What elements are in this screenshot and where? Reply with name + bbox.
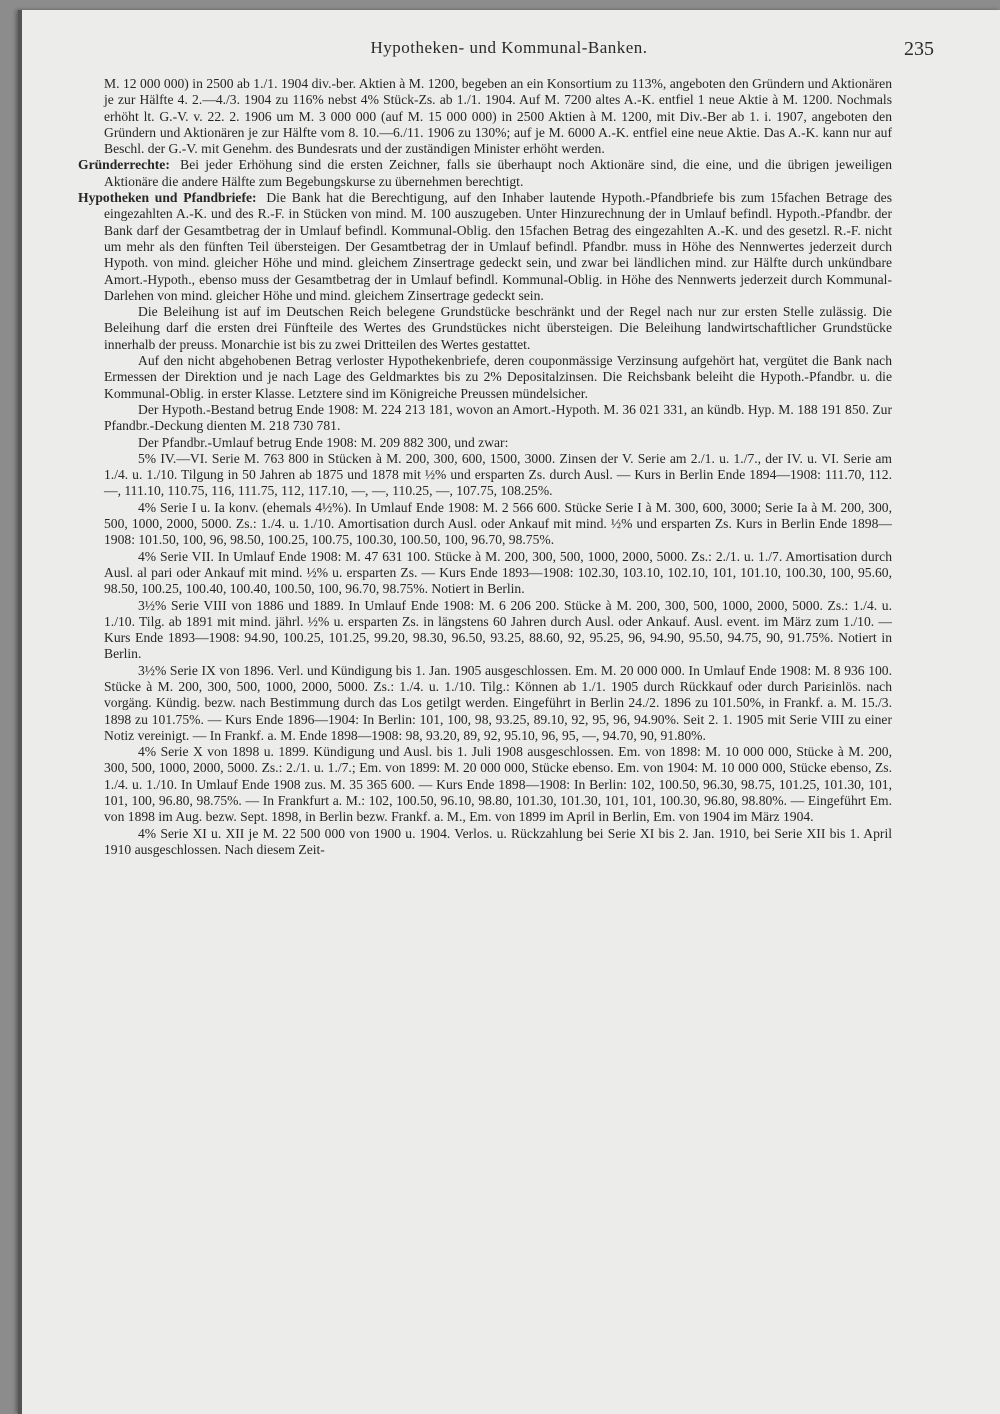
series-x: 4% Serie X von 1898 u. 1899. Kündigung und Ausl. bis 1. Juli 1908 ausgeschlossen. Em. von 1898: M. 10 000 000, Stücke à M. 200, 300, 500, 1000, 2000, 5000. Zs.: 2./1. u. 1./7.; Em. von 1899: M. 20 000 000, Stücke ebenso. Em. von 1904: M. 10 000 000, Stücke ebenso, Zs. 1./4. u. 1./10. In Umlauf Ende 1908 zus. M. 35 365 600. — Kurs Ende 1898—1908: In Berlin: 102, 100.50, 96.30, 98.75, 101.25, 101.30, 101, 101, 100, 96.80, 98.75%. — In Frankfurt a. M.: 102, 100.50, 96.10, 98.80, 101.30, 101.30, 101, 101, 100.30, 96.80, 98.80%. — Eingeführt Em. von 1898 im Aug. bezw. Sept. 1898, in Berlin bezw. Frankf. a. M., Em. von 1899 im April in Berlin, Em. von 1904 im März 1904. <box>104 744 892 825</box>
page-header <box>18 38 1000 68</box>
series-ix: 3½% Serie IX von 1896. Verl. und Kündigung bis 1. Jan. 1905 ausgeschlossen. Em. M. 20 000 000. In Umlauf Ende 1908: M. 8 936 100. Stücke à M. 200, 300, 500, 1000, 2000, 5000. Zs.: 1./4. u. 1./10. Tilg.: Können ab 1./1. 1905 durch Rückkauf oder durch Pariεinlös. nach vorgäng. Kündig. bezw. nach Bestimmung durch das Los getilgt werden. Eingeführt in Berlin 24./2. 1896 zu 101.50%, in Frankf. a. M. 15./3. 1898 zu 101.75%. — Kurs Ende 1896—1904: In Berlin: 101, 100, 98, 93.25, 89.10, 92, 95, 96, 94.90%. Seit 2. 1. 1905 mit Serie VIII zu einer Notiz vereinigt. — In Frankf. a. M. Ende 1898—1908: 98, 93.20, 89, 92, 95.10, 96, 95, —, 94.70, 90, 91.80%. <box>104 662 892 743</box>
section-heading: Hypotheken und Pfandbriefe: <box>78 190 257 206</box>
intro-paragraph: M. 12 000 000) in 2500 ab 1./1. 1904 div.-ber. Aktien à M. 1200, begeben an ein Konsortium zu 113%, angeboten den Gründern und Aktionären je zur Hälfte 4. 2.—4./3. 1904 zu 116% nebst 4% Stück-Zs. ab 1./1. 1904. Auf M. 7200 altes A.-K. entfiel 1 neue Aktie à M. 1200. Nochmals erhöht lt. G.-V. v. 22. 2. 1906 um M. 3 000 000 (auf M. 15 000 000) in 2500 Aktien à M. 1200, mit Div.-Ber ab 1. i. 1907, angeboten den Gründern und Aktionären je zur Hälfte vom 8. 10.—6./11. 1906 zu 130%; auf je M. 6000 A.-K. entfiel eine neue Aktie. Das A.-K. kann nur auf Beschl. der G.-V. mit Genehm. des Bundesrats und der zuständigen Minister erhöht werden. <box>104 76 892 157</box>
section-pfandbriefe <box>78 190 892 304</box>
book-page <box>18 10 1000 1414</box>
series-iv-vi: 5% IV.—VI. Serie M. 763 800 in Stücken à M. 200, 300, 600, 1500, 3000. Zinsen der V. Serie am 2./1. u. 1./7., der IV. u. VI. Serie am 1./4. u. 1./10. Tilgung in 50 Jahren ab 1875 und 1878 mit ½% und ersparten Zs. durch Ausl. — Kurs in Berlin Ende 1894—1908: 111.70, 112.—, 111.10, 110.75, 116, 111.75, 112, 117.10, —, —, 110.25, —, 107.75, 108.25%. <box>104 450 892 499</box>
series-viii: 3½% Serie VIII von 1886 und 1889. In Umlauf Ende 1908: M. 6 206 200. Stücke à M. 200, 300, 500, 1000, 2000, 5000. Zs.: 1./4. u. 1./10. Tilg. ab 1891 mit mind. jährl. ½% u. ersparten Zs. in längstens 60 Jahren durch Ausl. oder Ankauf. Ausl. event. im März zum 1./10. — Kurs Ende 1893—1908: 94.90, 100.25, 101.25, 99.20, 98.30, 96.50, 93.25, 88.60, 92, 95.25, 96, 94.90, 95.50, 94.75, 90, 91.75%. Notiert in Berlin. <box>104 597 892 662</box>
paragraph-beleihung: Die Beleihung ist auf im Deutschen Reich belegene Grundstücke beschränkt und der Regel nach nur zur ersten Stelle zulässig. Die Beleihung darf die ersten drei Fünfteile des Wertes des Grundstückes nicht übersteigen. Die Beleihung landwirtschaftlicher Grundstücke innerhalb der preuss. Monarchie ist bis zu zwei Dritteilen des Wertes gestattet. <box>104 304 892 352</box>
page-number: 235 <box>904 38 934 60</box>
running-head: Hypotheken- und Kommunal-Banken. <box>370 38 648 57</box>
paragraph-hypoth-bestand: Der Hypoth.-Bestand betrug Ende 1908: M. 224 213 181, wovon an Amort.-Hypoth. M. 36 021 331, an kündb. Hyp. M. 188 191 850. Zur Pfandbr.-Deckung dienten M. 218 730 781. <box>104 401 892 434</box>
series-i-ia: 4% Serie I u. Ia konv. (ehemals 4½%). In Umlauf Ende 1908: M. 2 566 600. Stücke Serie I à M. 300, 600, 3000; Serie Ia à M. 200, 300, 500, 1000, 2000, 5000. Zs.: 1./4. u. 1./10. Amortisation durch Ausl. oder Ankauf mit mind. ½% und ersparten Zs. Kurs in Berlin Ende 1898—1908: 101.50, 100, 96, 98.50, 100.25, 100.75, 100.30, 100.50, 100, 96.70, 98.75%. <box>104 499 892 548</box>
section-heading: Gründerrechte: <box>78 157 170 173</box>
paragraph-pfandbr-umlauf: Der Pfandbr.-Umlauf betrug Ende 1908: M. 209 882 300, und zwar: <box>138 434 509 450</box>
paragraph-depositalzinsen: Auf den nicht abgehobenen Betrag verloster Hypothekenbriefe, deren couponmässige Verzinsung aufgehört hat, vergütet die Bank nach Ermessen der Direktion und je nach Lage des Geldmarktes bis zu 2% Depositalzinsen. Die Reichsbank beleiht die Hypoth.-Pfandbr. u. die Kommunal-Oblig. in erster Klasse. Letztere sind im Königreiche Preussen mündelsicher. <box>104 353 892 401</box>
series-vii: 4% Serie VII. In Umlauf Ende 1908: M. 47 631 100. Stücke à M. 200, 300, 500, 1000, 2000, 5000. Zs.: 2./1. u. 1./7. Amortisation durch Ausl. al pari oder Ankauf mit mind. ½% u. ersparten Zs. — Kurs Ende 1893—1908: 102.30, 103.10, 102.10, 101, 101.10, 100.30, 100, 95.60, 98.50, 100.25, 100.40, 100.40, 100.50, 100, 96.70, 98.75%. Notiert in Berlin. <box>104 548 892 597</box>
series-xi-xii: 4% Serie XI u. XII je M. 22 500 000 von 1900 u. 1904. Verlos. u. Rückzahlung bei Serie XI bis 2. Jan. 1910, bei Serie XII bis 1. April 1910 ausgeschlossen. Nach diesem Zeit- <box>104 825 892 857</box>
section-text: Bei jeder Erhöhung sind die ersten Zeichner, falls sie überhaupt noch Aktionäre sind, die eine, und die übrigen jeweiligen Aktionäre die andere Hälfte zum Begebungskurse zu übernehmen berechtigt. <box>104 157 892 189</box>
page-gutter-shadow <box>18 10 22 1414</box>
section-gruenderrechte <box>78 157 892 190</box>
section-text: Die Bank hat die Berechtigung, auf den Inhaber lautende Hypoth.-Pfandbriefe bis zum 15fachen Betrage des eingezahlten A.-K. und des R.-F. in Stücken von mind. M. 100 auszugeben. Unter Hinzurechnung der in Umlauf befindl. Hypoth.-Pfandbr. der Bank darf der Gesamtbetrag der in Umlauf befindl. Kommunal-Oblig. den 15fachen Betrag des eingezahlten A.-K. und des gesetzl. R.-F. nicht um mehr als den fünften Teil übersteigen. Der Gesamtbetrag der in Umlauf befindl. Pfandbr. muss in Höhe des Nennwertes jederzeit durch Hypoth. von mind. gleicher Höhe und mind. gleichem Zinsertrage gedeckt sein, und zwar bei ländlichen mind. zur Hälfte durch unkündbare Amort.-Hypoth., ebenso muss der Gesamtbetrag der in Umlauf befindl. Kommunal-Oblig. in Höhe des Nennwerts jederzeit durch Kommunal-Darlehen von mind. gleicher Höhe und mind. gleichem Zinsertrage gedeckt sein. <box>104 190 892 303</box>
page-body <box>78 76 892 858</box>
